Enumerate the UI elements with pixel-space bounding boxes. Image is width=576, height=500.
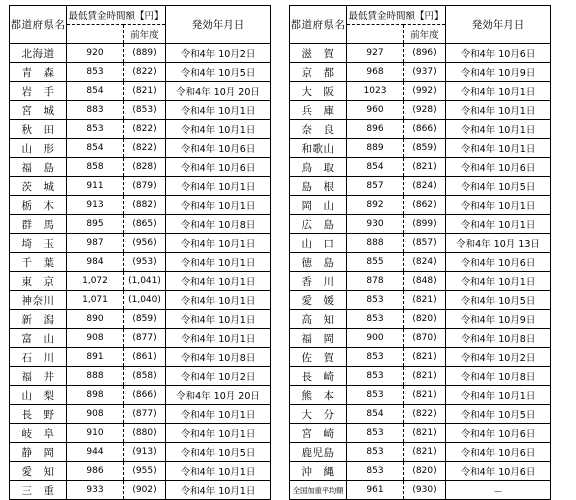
table-row <box>290 424 551 443</box>
min-wage-cell: 1,071 <box>67 291 124 310</box>
previous-year-cell: (821) <box>404 291 446 310</box>
effective-date-cell: 令和4年 10月1日 <box>166 120 271 139</box>
header-current-blank <box>347 25 404 44</box>
min-wage-cell: 910 <box>67 424 124 443</box>
previous-year-cell: (956) <box>124 234 166 253</box>
header-prefecture: 都道府県名 <box>10 6 67 44</box>
prefecture-cell: 三 重 <box>10 481 67 500</box>
header-effective-date: 発効年月日 <box>166 6 271 44</box>
prefecture-cell: 埼 玉 <box>10 234 67 253</box>
previous-year-cell: (1,040) <box>124 291 166 310</box>
min-wage-cell: 858 <box>67 158 124 177</box>
previous-year-cell: (859) <box>124 310 166 329</box>
prefecture-cell: 沖 縄 <box>290 462 347 481</box>
effective-date-cell: 令和4年 10月6日 <box>166 139 271 158</box>
table-row <box>290 386 551 405</box>
prefecture-cell: 島 根 <box>290 177 347 196</box>
table-row <box>10 82 271 101</box>
prefecture-cell: 石 川 <box>10 348 67 367</box>
previous-year-cell: (848) <box>404 272 446 291</box>
min-wage-cell: 854 <box>67 82 124 101</box>
prefecture-cell: 秋 田 <box>10 120 67 139</box>
min-wage-cell: 896 <box>347 120 404 139</box>
table-row <box>290 367 551 386</box>
previous-year-cell: (955) <box>124 462 166 481</box>
min-wage-cell: 960 <box>347 101 404 120</box>
effective-date-cell: 令和4年 10月1日 <box>166 462 271 481</box>
header-min-wage: 最低賃金時間額【円】 <box>67 6 166 25</box>
previous-year-cell: (879) <box>124 177 166 196</box>
prefecture-cell: 香 川 <box>290 272 347 291</box>
effective-date-cell: 令和4年 10月1日 <box>446 139 551 158</box>
previous-year-cell: (930) <box>404 481 446 500</box>
prefecture-cell: 山 梨 <box>10 386 67 405</box>
prefecture-cell: 奈 良 <box>290 120 347 139</box>
table-row <box>290 272 551 291</box>
previous-year-cell: (1,041) <box>124 272 166 291</box>
prefecture-cell: 山 形 <box>10 139 67 158</box>
effective-date-cell: 令和4年 10月 13日 <box>446 234 551 253</box>
table-row <box>290 462 551 481</box>
table-row <box>290 196 551 215</box>
min-wage-cell: 898 <box>67 386 124 405</box>
table-row <box>290 101 551 120</box>
table-row <box>10 158 271 177</box>
min-wage-cell: 853 <box>347 443 404 462</box>
prefecture-cell: 岐 阜 <box>10 424 67 443</box>
min-wage-cell: 853 <box>347 424 404 443</box>
prefecture-cell: 鹿児島 <box>290 443 347 462</box>
table-row <box>10 215 271 234</box>
previous-year-cell: (820) <box>404 462 446 481</box>
table-row <box>290 348 551 367</box>
effective-date-cell: 令和4年 10月8日 <box>446 367 551 386</box>
effective-date-cell: 令和4年 10月6日 <box>446 44 551 63</box>
previous-year-cell: (889) <box>124 44 166 63</box>
min-wage-cell: 961 <box>347 481 404 500</box>
prefecture-cell: 大 阪 <box>290 82 347 101</box>
prefecture-cell: 全国加重平均額 <box>290 481 347 500</box>
min-wage-cell: 855 <box>347 253 404 272</box>
previous-year-cell: (828) <box>124 158 166 177</box>
prefecture-cell: 新 潟 <box>10 310 67 329</box>
effective-date-cell: － <box>446 481 551 500</box>
previous-year-cell: (820) <box>404 310 446 329</box>
min-wage-cell: 892 <box>347 196 404 215</box>
min-wage-cell: 854 <box>347 158 404 177</box>
previous-year-cell: (861) <box>124 348 166 367</box>
effective-date-cell: 令和4年 10月1日 <box>446 82 551 101</box>
prefecture-cell: 静 岡 <box>10 443 67 462</box>
effective-date-cell: 令和4年 10月1日 <box>166 329 271 348</box>
min-wage-cell: 854 <box>67 139 124 158</box>
effective-date-cell: 令和4年 10月1日 <box>166 196 271 215</box>
header-prefecture: 都道府県名 <box>290 6 347 44</box>
min-wage-cell: 895 <box>67 215 124 234</box>
effective-date-cell: 令和4年 10月1日 <box>166 424 271 443</box>
header-min-wage: 最低賃金時間額【円】 <box>347 6 446 25</box>
previous-year-cell: (902) <box>124 481 166 500</box>
previous-year-cell: (821) <box>404 367 446 386</box>
min-wage-cell: 1023 <box>347 82 404 101</box>
table-row <box>10 405 271 424</box>
prefecture-cell: 佐 賀 <box>290 348 347 367</box>
prefecture-cell: 群 馬 <box>10 215 67 234</box>
prefecture-cell: 岡 山 <box>290 196 347 215</box>
header-row <box>290 6 551 25</box>
min-wage-cell: 1,072 <box>67 272 124 291</box>
table-row <box>290 405 551 424</box>
prefecture-cell: 長 崎 <box>290 367 347 386</box>
previous-year-cell: (953) <box>124 253 166 272</box>
table-row <box>10 443 271 462</box>
effective-date-cell: 令和4年 10月 20日 <box>166 82 271 101</box>
table-row <box>10 481 271 500</box>
min-wage-cell: 944 <box>67 443 124 462</box>
effective-date-cell: 令和4年 10月2日 <box>166 44 271 63</box>
previous-year-cell: (992) <box>404 82 446 101</box>
prefecture-cell: 徳 島 <box>290 253 347 272</box>
table-row <box>10 424 271 443</box>
min-wage-cell: 890 <box>67 310 124 329</box>
min-wage-cell: 889 <box>347 139 404 158</box>
previous-year-cell: (859) <box>404 139 446 158</box>
min-wage-cell: 878 <box>347 272 404 291</box>
prefecture-cell: 宮 城 <box>10 101 67 120</box>
table-row <box>290 253 551 272</box>
table-row <box>290 139 551 158</box>
min-wage-cell: 986 <box>67 462 124 481</box>
table-row <box>290 120 551 139</box>
table-row <box>10 253 271 272</box>
table-row <box>10 196 271 215</box>
table-body-left <box>10 44 271 500</box>
previous-year-cell: (857) <box>404 234 446 253</box>
prefecture-cell: 福 島 <box>10 158 67 177</box>
min-wage-cell: 984 <box>67 253 124 272</box>
min-wage-cell: 930 <box>347 215 404 234</box>
previous-year-cell: (822) <box>404 405 446 424</box>
min-wage-table-left <box>9 5 271 500</box>
effective-date-cell: 令和4年 10月6日 <box>166 158 271 177</box>
previous-year-cell: (937) <box>404 63 446 82</box>
previous-year-cell: (899) <box>404 215 446 234</box>
effective-date-cell: 令和4年 10月1日 <box>166 291 271 310</box>
prefecture-cell: 長 野 <box>10 405 67 424</box>
table-row <box>10 348 271 367</box>
prefecture-cell: 岩 手 <box>10 82 67 101</box>
prefecture-cell: 滋 賀 <box>290 44 347 63</box>
prefecture-cell: 東 京 <box>10 272 67 291</box>
effective-date-cell: 令和4年 10月1日 <box>166 253 271 272</box>
effective-date-cell: 令和4年 10月1日 <box>446 272 551 291</box>
table-row <box>290 329 551 348</box>
previous-year-cell: (866) <box>124 386 166 405</box>
previous-year-cell: (882) <box>124 196 166 215</box>
table-row <box>10 63 271 82</box>
table-row <box>290 291 551 310</box>
effective-date-cell: 令和4年 10月1日 <box>446 196 551 215</box>
prefecture-cell: 青 森 <box>10 63 67 82</box>
min-wage-cell: 883 <box>67 101 124 120</box>
previous-year-cell: (822) <box>124 139 166 158</box>
min-wage-cell: 857 <box>347 177 404 196</box>
previous-year-cell: (821) <box>404 158 446 177</box>
previous-year-cell: (821) <box>404 348 446 367</box>
table-row <box>290 63 551 82</box>
prefecture-cell: 栃 木 <box>10 196 67 215</box>
effective-date-cell: 令和4年 10月1日 <box>166 481 271 500</box>
previous-year-cell: (862) <box>404 196 446 215</box>
min-wage-cell: 968 <box>347 63 404 82</box>
prefecture-cell: 茨 城 <box>10 177 67 196</box>
prefecture-cell: 高 知 <box>290 310 347 329</box>
effective-date-cell: 令和4年 10月5日 <box>446 177 551 196</box>
effective-date-cell: 令和4年 10月6日 <box>446 158 551 177</box>
previous-year-cell: (865) <box>124 215 166 234</box>
prefecture-cell: 富 山 <box>10 329 67 348</box>
prefecture-cell: 愛 知 <box>10 462 67 481</box>
table-row <box>290 234 551 253</box>
min-wage-cell: 853 <box>347 348 404 367</box>
prefecture-cell: 神奈川 <box>10 291 67 310</box>
prefecture-cell: 京 都 <box>290 63 347 82</box>
effective-date-cell: 令和4年 10月5日 <box>166 443 271 462</box>
effective-date-cell: 令和4年 10月1日 <box>166 234 271 253</box>
effective-date-cell: 令和4年 10月1日 <box>446 215 551 234</box>
effective-date-cell: 令和4年 10月2日 <box>446 348 551 367</box>
previous-year-cell: (858) <box>124 367 166 386</box>
min-wage-cell: 853 <box>347 367 404 386</box>
table-row <box>290 443 551 462</box>
previous-year-cell: (822) <box>124 63 166 82</box>
previous-year-cell: (822) <box>124 120 166 139</box>
table-row <box>290 158 551 177</box>
min-wage-cell: 920 <box>67 44 124 63</box>
min-wage-cell: 853 <box>67 63 124 82</box>
min-wage-cell: 888 <box>347 234 404 253</box>
header-previous-year: 前年度 <box>124 25 166 44</box>
previous-year-cell: (928) <box>404 101 446 120</box>
min-wage-cell: 853 <box>67 120 124 139</box>
previous-year-cell: (877) <box>124 405 166 424</box>
prefecture-cell: 愛 媛 <box>290 291 347 310</box>
table-row <box>10 44 271 63</box>
table-row <box>290 215 551 234</box>
min-wage-cell: 908 <box>67 405 124 424</box>
table-row <box>10 367 271 386</box>
effective-date-cell: 令和4年 10月1日 <box>446 101 551 120</box>
prefecture-cell: 熊 本 <box>290 386 347 405</box>
table-row <box>10 139 271 158</box>
previous-year-cell: (824) <box>404 253 446 272</box>
table-row <box>290 177 551 196</box>
effective-date-cell: 令和4年 10月8日 <box>446 329 551 348</box>
min-wage-cell: 900 <box>347 329 404 348</box>
table-row <box>10 310 271 329</box>
prefecture-cell: 和歌山 <box>290 139 347 158</box>
header-row <box>10 6 271 25</box>
previous-year-cell: (913) <box>124 443 166 462</box>
prefecture-cell: 福 岡 <box>290 329 347 348</box>
table-row <box>10 272 271 291</box>
min-wage-cell: 853 <box>347 291 404 310</box>
min-wage-cell: 908 <box>67 329 124 348</box>
table-row <box>10 386 271 405</box>
min-wage-cell: 987 <box>67 234 124 253</box>
min-wage-cell: 911 <box>67 177 124 196</box>
table-row <box>290 44 551 63</box>
previous-year-cell: (853) <box>124 101 166 120</box>
prefecture-cell: 宮 崎 <box>290 424 347 443</box>
min-wage-cell: 854 <box>347 405 404 424</box>
min-wage-cell: 853 <box>347 310 404 329</box>
effective-date-cell: 令和4年 10月5日 <box>446 405 551 424</box>
effective-date-cell: 令和4年 10月6日 <box>446 424 551 443</box>
min-wage-cell: 913 <box>67 196 124 215</box>
effective-date-cell: 令和4年 10月 20日 <box>166 386 271 405</box>
previous-year-cell: (896) <box>404 44 446 63</box>
prefecture-cell: 大 分 <box>290 405 347 424</box>
effective-date-cell: 令和4年 10月8日 <box>166 215 271 234</box>
previous-year-cell: (880) <box>124 424 166 443</box>
previous-year-cell: (866) <box>404 120 446 139</box>
min-wage-cell: 853 <box>347 462 404 481</box>
table-row <box>290 82 551 101</box>
table-row <box>10 101 271 120</box>
effective-date-cell: 令和4年 10月9日 <box>446 310 551 329</box>
effective-date-cell: 令和4年 10月1日 <box>166 101 271 120</box>
effective-date-cell: 令和4年 10月1日 <box>166 272 271 291</box>
effective-date-cell: 令和4年 10月8日 <box>166 348 271 367</box>
min-wage-cell: 927 <box>347 44 404 63</box>
header-effective-date: 発効年月日 <box>446 6 551 44</box>
table-row <box>10 329 271 348</box>
prefecture-cell: 千 葉 <box>10 253 67 272</box>
min-wage-cell: 933 <box>67 481 124 500</box>
previous-year-cell: (821) <box>124 82 166 101</box>
previous-year-cell: (877) <box>124 329 166 348</box>
prefecture-cell: 山 口 <box>290 234 347 253</box>
previous-year-cell: (821) <box>404 386 446 405</box>
previous-year-cell: (821) <box>404 424 446 443</box>
table-row <box>10 462 271 481</box>
previous-year-cell: (821) <box>404 443 446 462</box>
prefecture-cell: 福 井 <box>10 367 67 386</box>
effective-date-cell: 令和4年 10月1日 <box>446 386 551 405</box>
table-row <box>10 291 271 310</box>
effective-date-cell: 令和4年 10月6日 <box>446 253 551 272</box>
header-current-blank <box>67 25 124 44</box>
prefecture-cell: 北海道 <box>10 44 67 63</box>
effective-date-cell: 令和4年 10月1日 <box>166 405 271 424</box>
header-previous-year: 前年度 <box>404 25 446 44</box>
effective-date-cell: 令和4年 10月1日 <box>446 120 551 139</box>
effective-date-cell: 令和4年 10月1日 <box>166 177 271 196</box>
min-wage-cell: 888 <box>67 367 124 386</box>
previous-year-cell: (870) <box>404 329 446 348</box>
prefecture-cell: 広 島 <box>290 215 347 234</box>
table-body-right <box>290 44 551 500</box>
previous-year-cell: (824) <box>404 177 446 196</box>
min-wage-cell: 891 <box>67 348 124 367</box>
prefecture-cell: 兵 庫 <box>290 101 347 120</box>
table-row <box>290 310 551 329</box>
table-row <box>10 234 271 253</box>
effective-date-cell: 令和4年 10月6日 <box>446 443 551 462</box>
table-row <box>290 481 551 500</box>
effective-date-cell: 令和4年 10月1日 <box>166 310 271 329</box>
effective-date-cell: 令和4年 10月9日 <box>446 63 551 82</box>
effective-date-cell: 令和4年 10月2日 <box>166 367 271 386</box>
effective-date-cell: 令和4年 10月5日 <box>446 291 551 310</box>
effective-date-cell: 令和4年 10月5日 <box>166 63 271 82</box>
min-wage-table-right <box>289 5 551 500</box>
table-row <box>10 177 271 196</box>
effective-date-cell: 令和4年 10月6日 <box>446 462 551 481</box>
table-row <box>10 120 271 139</box>
min-wage-cell: 853 <box>347 386 404 405</box>
prefecture-cell: 鳥 取 <box>290 158 347 177</box>
